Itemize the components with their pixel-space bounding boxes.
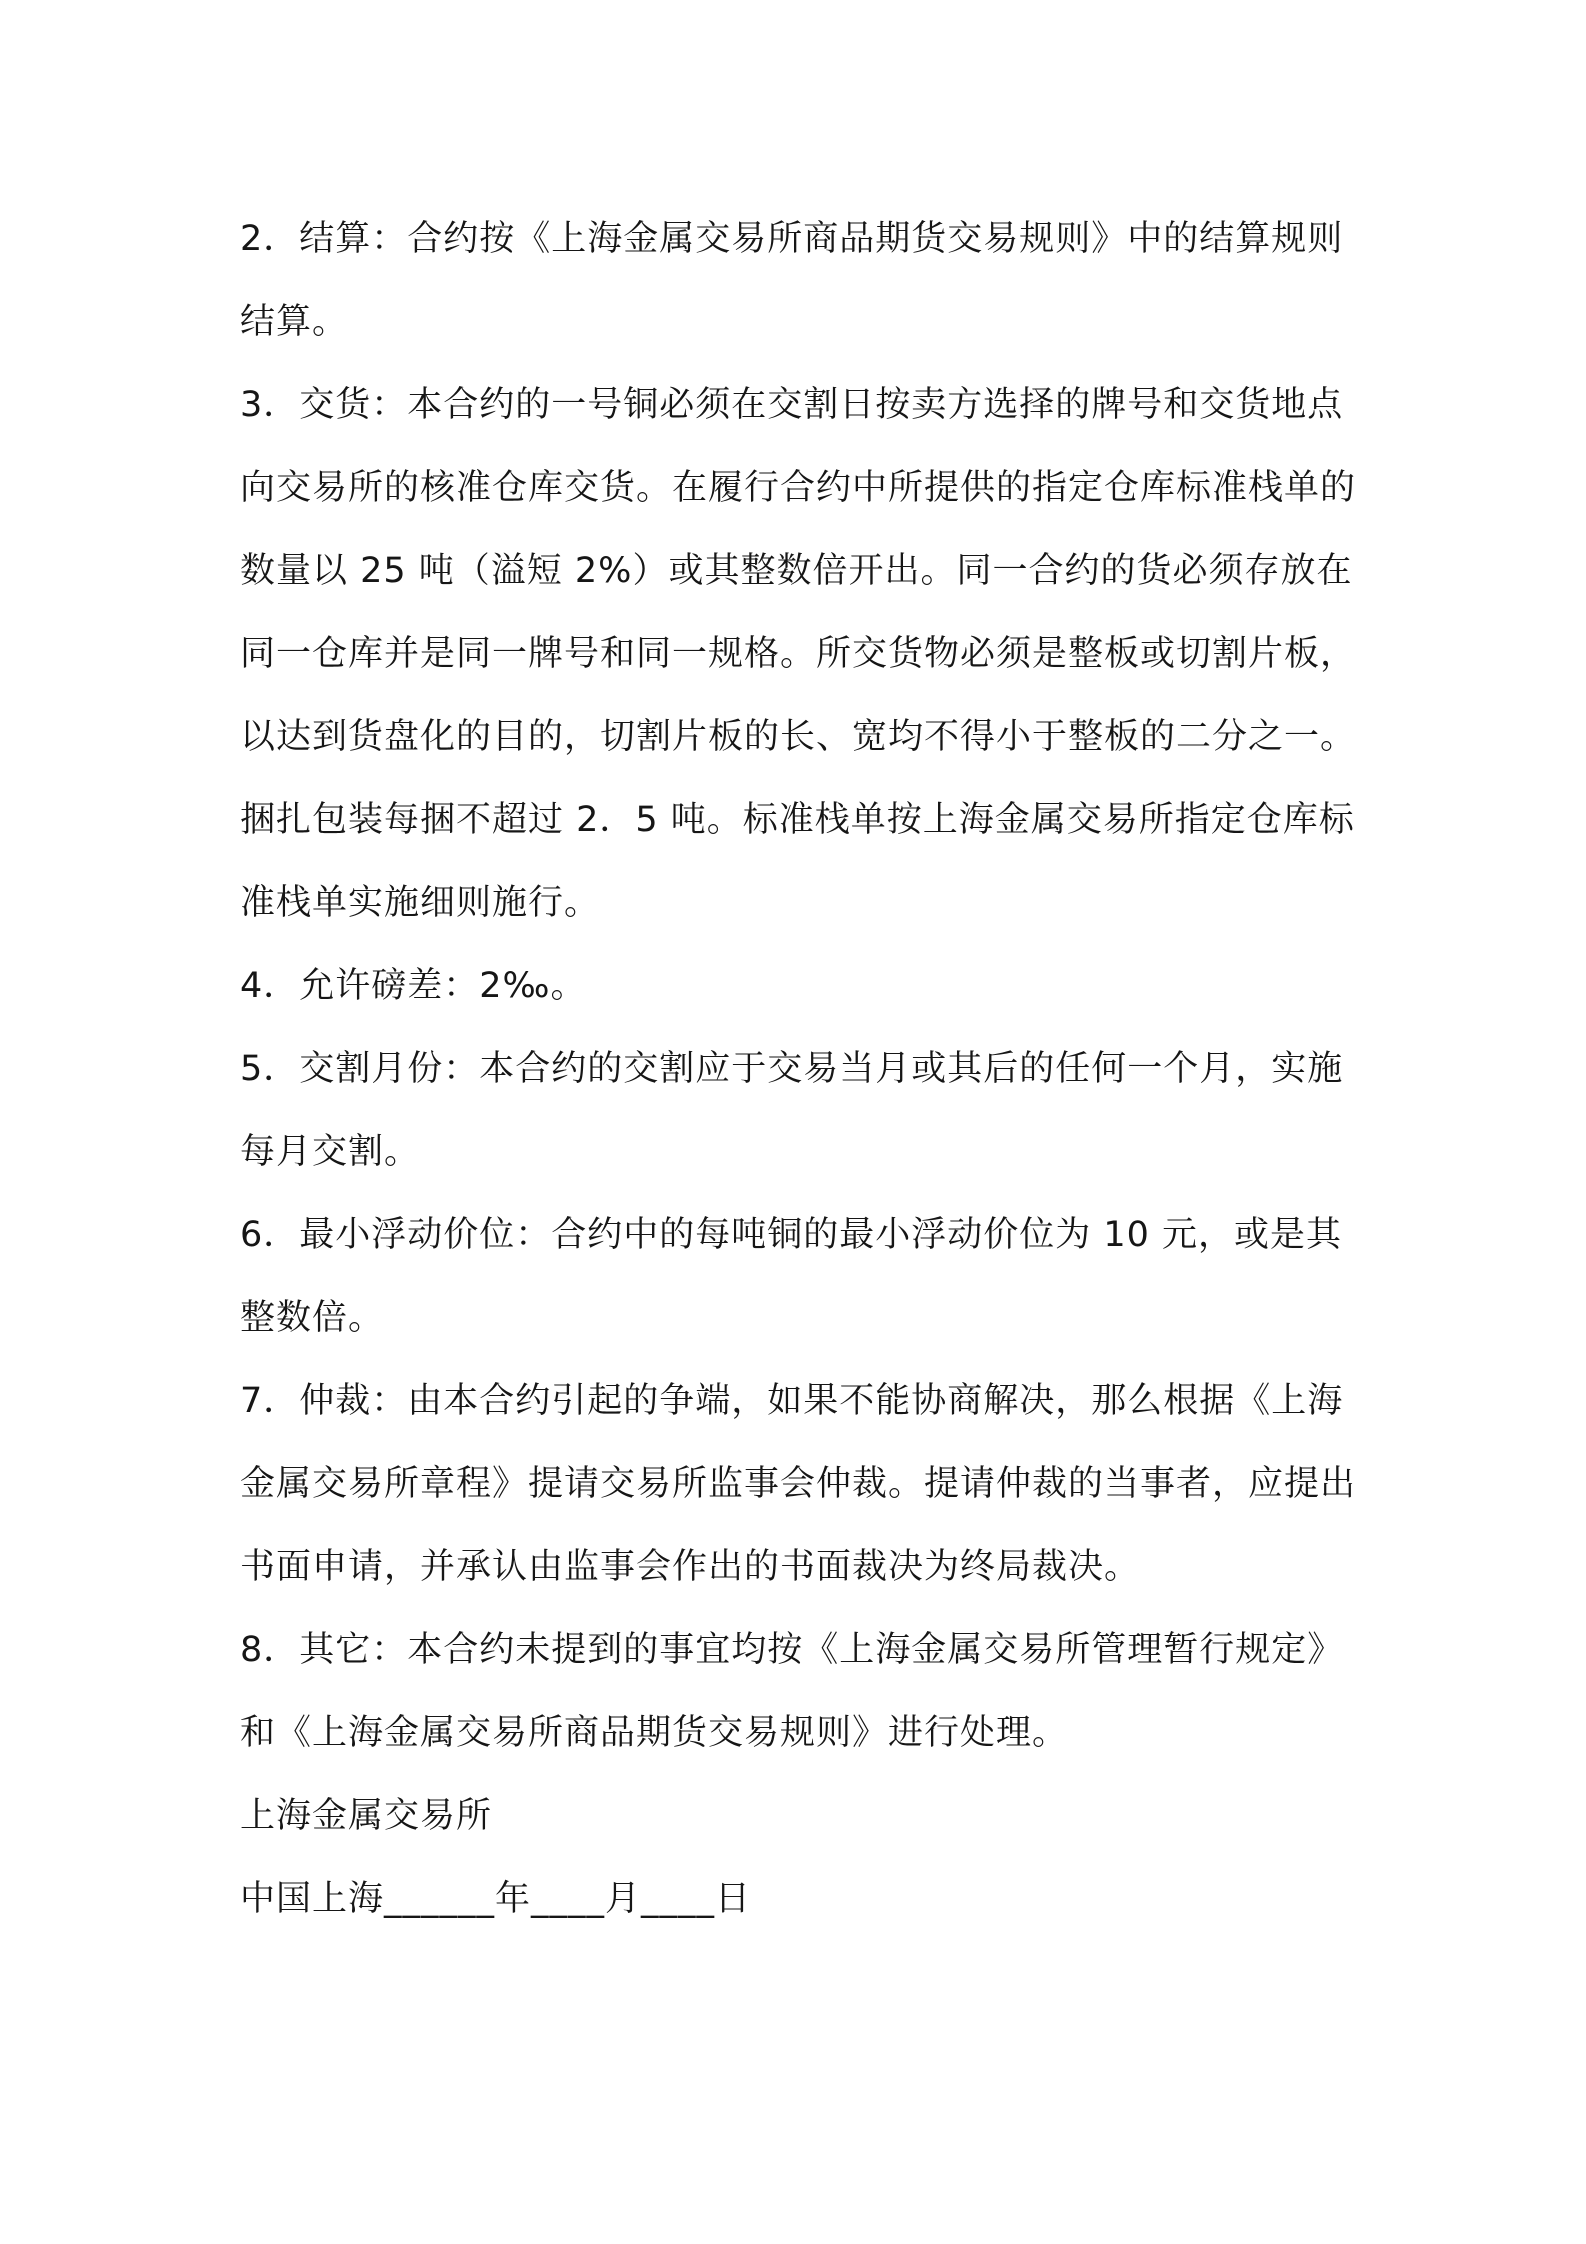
clause-arbitration: 7．仲裁：由本合约引起的争端，如果不能协商解决，那么根据《上海金属交易所章程》提请交易所监事会仲裁。提请仲裁的当事者，应提出书面申请，并承认由监事会作出的书面裁决为终局裁决。 <box>240 1381 1357 1587</box>
clause-delivery: 3．交货：本合约的一号铜必须在交割日按卖方选择的牌号和交货地点向交易所的核准仓库交货。在履行合约中所提供的指定仓库标准栈单的数量以 25 吨（溢短 2%）或其整数倍开出。同一合约的货必须存放在同一仓库并是同一牌号和同一规格。所交货物必须是整板或切割片板，以达到货盘化的目的，切割片板的长、宽均不得小于整板的二分之一。捆扎包装每捆不超过 2．5 吨。标准栈单按上海金属交易所指定仓库标准栈单实施细则施行。 <box>240 385 1357 923</box>
clause-minimum-tick: 6．最小浮动价位：合约中的每吨铜的最小浮动价位为 10 元，或是其整数倍。 <box>240 1215 1343 1338</box>
clause-settlement: 2．结算：合约按《上海金属交易所商品期货交易规则》中的结算规则结算。 <box>240 219 1344 342</box>
clause-delivery-month: 5．交割月份：本合约的交割应于交易当月或其后的任何一个月，实施每月交割。 <box>240 1049 1344 1172</box>
date-line: 中国上海______年____月____日 <box>240 1879 752 1919</box>
issuer-name: 上海金属交易所 <box>240 1796 493 1836</box>
clause-weight-tolerance: 4．允许磅差：2‰。 <box>240 966 587 1006</box>
clause-other: 8．其它：本合约未提到的事宜均按《上海金属交易所管理暂行规定》和《上海金属交易所商品期货交易规则》进行处理。 <box>240 1630 1344 1753</box>
document-body <box>240 198 1360 1941</box>
